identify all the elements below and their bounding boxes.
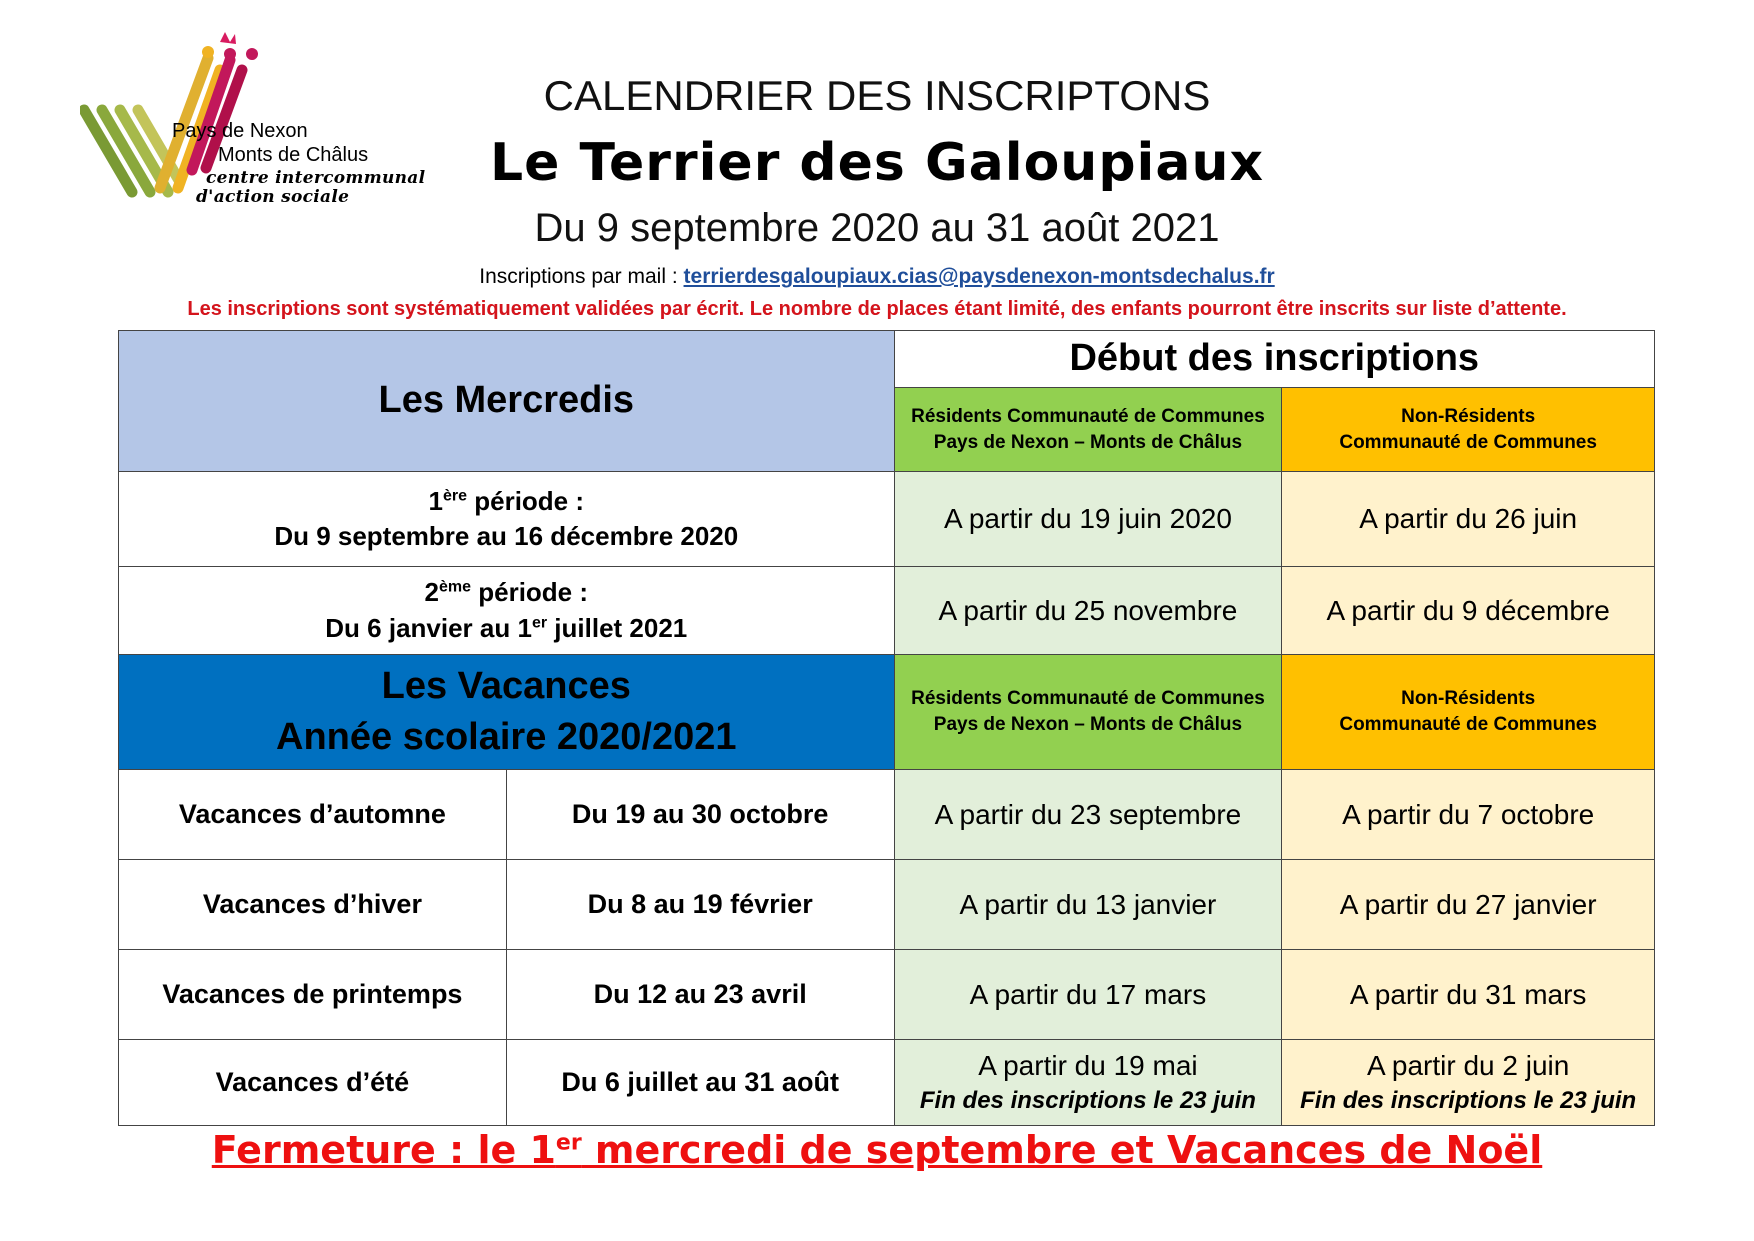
mail-link[interactable]: terrierdesgaloupiaux.cias@paysdenexon-montsdechalus.fr: [683, 265, 1275, 288]
vacation-nonresidents-start: A partir du 2 juin: [1366, 1050, 1570, 1082]
mercredis-header: Les Mercredis: [119, 331, 895, 472]
table-row: [119, 860, 1655, 950]
period-2: [119, 567, 895, 655]
centre-name: Le Terrier des Galoupiaux: [489, 133, 1265, 193]
validation-warning: Les inscriptions sont systématiquement validées par écrit. Le nombre de places étant limité, des enfants pourront être inscrits sur liste d’attente.: [187, 298, 1567, 320]
vacation-residents-start: A partir du 19 mai: [978, 1050, 1198, 1082]
vacation-residents: [894, 1040, 1282, 1126]
vacation-residents: A partir du 23 septembre: [894, 770, 1282, 860]
period-label: période :: [471, 577, 589, 608]
nonres-label-2: Communauté de Communes: [1339, 431, 1597, 453]
period-2-residents: A partir du 25 novembre: [894, 567, 1282, 655]
season-dates: Du 9 septembre 2020 au 31 août 2021: [534, 206, 1220, 250]
nonres-label-1: Non-Résidents: [1401, 688, 1536, 710]
closure-notice: [0, 1128, 1754, 1172]
nonresidents-header: [1282, 388, 1655, 472]
vacation-nonresidents: A partir du 27 janvier: [1282, 860, 1655, 950]
nonres-label-2: Communauté de Communes: [1339, 714, 1597, 735]
vacances-title: Les Vacances: [381, 664, 631, 707]
debut-header: Début des inscriptions: [894, 331, 1654, 388]
nonres-label-1: Non-Résidents: [1401, 405, 1536, 427]
table-row: [119, 567, 1655, 655]
residents-header-2: Résidents Communauté de Communes Pays de Nexon – Monts de Châlus: [894, 655, 1282, 770]
table-row: [119, 950, 1655, 1040]
registration-end-note: Fin des inscriptions le 23 juin: [1300, 1087, 1637, 1115]
vacation-name: Vacances d’hiver: [119, 860, 507, 950]
nonresidents-header-2: [1282, 655, 1655, 770]
period-label: période :: [467, 485, 585, 516]
logo-line-4: d'action sociale: [196, 187, 350, 207]
period-num: 2: [424, 577, 439, 608]
vacances-year: Année scolaire 2020/2021: [276, 716, 737, 758]
vacation-nonresidents: A partir du 31 mars: [1282, 950, 1655, 1040]
period-dates: Du 9 septembre au 16 décembre 2020: [274, 521, 739, 551]
table-row: [119, 1040, 1655, 1126]
vacation-nonresidents: [1282, 1040, 1655, 1126]
period-dates-sup: er: [531, 613, 548, 631]
mail-line: [0, 265, 1754, 289]
vacation-name: Vacances de printemps: [119, 950, 507, 1040]
vacation-dates: Du 8 au 19 février: [506, 860, 894, 950]
vacation-nonresidents: A partir du 7 octobre: [1282, 770, 1655, 860]
logo-line-2: Monts de Châlus: [218, 144, 369, 166]
vacation-dates: Du 19 au 30 octobre: [506, 770, 894, 860]
period-1: [119, 472, 895, 567]
calendar-title: CALENDRIER DES INSCRIPTONS: [543, 72, 1211, 119]
vacation-residents: A partir du 13 janvier: [894, 860, 1282, 950]
period-sup: ère: [442, 487, 468, 505]
period-dates-end: juillet 2021: [547, 612, 688, 643]
table-row: [119, 472, 1655, 567]
period-1-residents: A partir du 19 juin 2020: [894, 472, 1282, 567]
vacances-header: [119, 655, 895, 770]
mail-label: Inscriptions par mail :: [479, 265, 684, 288]
logo-line-1: Pays de Nexon: [172, 120, 308, 142]
period-sup: ème: [438, 578, 472, 596]
vacation-dates: Du 12 au 23 avril: [506, 950, 894, 1040]
period-num: 1: [428, 485, 443, 516]
registration-table: [118, 330, 1655, 1126]
vacation-name: Vacances d’été: [119, 1040, 507, 1126]
registration-end-note: Fin des inscriptions le 23 juin: [919, 1087, 1256, 1115]
vacation-name: Vacances d’automne: [119, 770, 507, 860]
vacation-residents: A partir du 17 mars: [894, 950, 1282, 1040]
closure-sup: er: [555, 1130, 582, 1156]
vacation-dates: Du 6 juillet au 31 août: [506, 1040, 894, 1126]
logo-line-3: centre intercommunal: [206, 168, 426, 188]
period-1-nonresidents: A partir du 26 juin: [1282, 472, 1655, 567]
table-row: [119, 770, 1655, 860]
period-dates: Du 6 janvier au 1: [325, 612, 532, 643]
closure-pre: Fermeture : le 1: [211, 1128, 556, 1172]
closure-post: mercredi de septembre et Vacances de Noël: [581, 1128, 1543, 1172]
residents-header: Résidents Communauté de Communes Pays de Nexon – Monts de Châlus: [894, 388, 1282, 472]
period-2-nonresidents: A partir du 9 décembre: [1282, 567, 1655, 655]
